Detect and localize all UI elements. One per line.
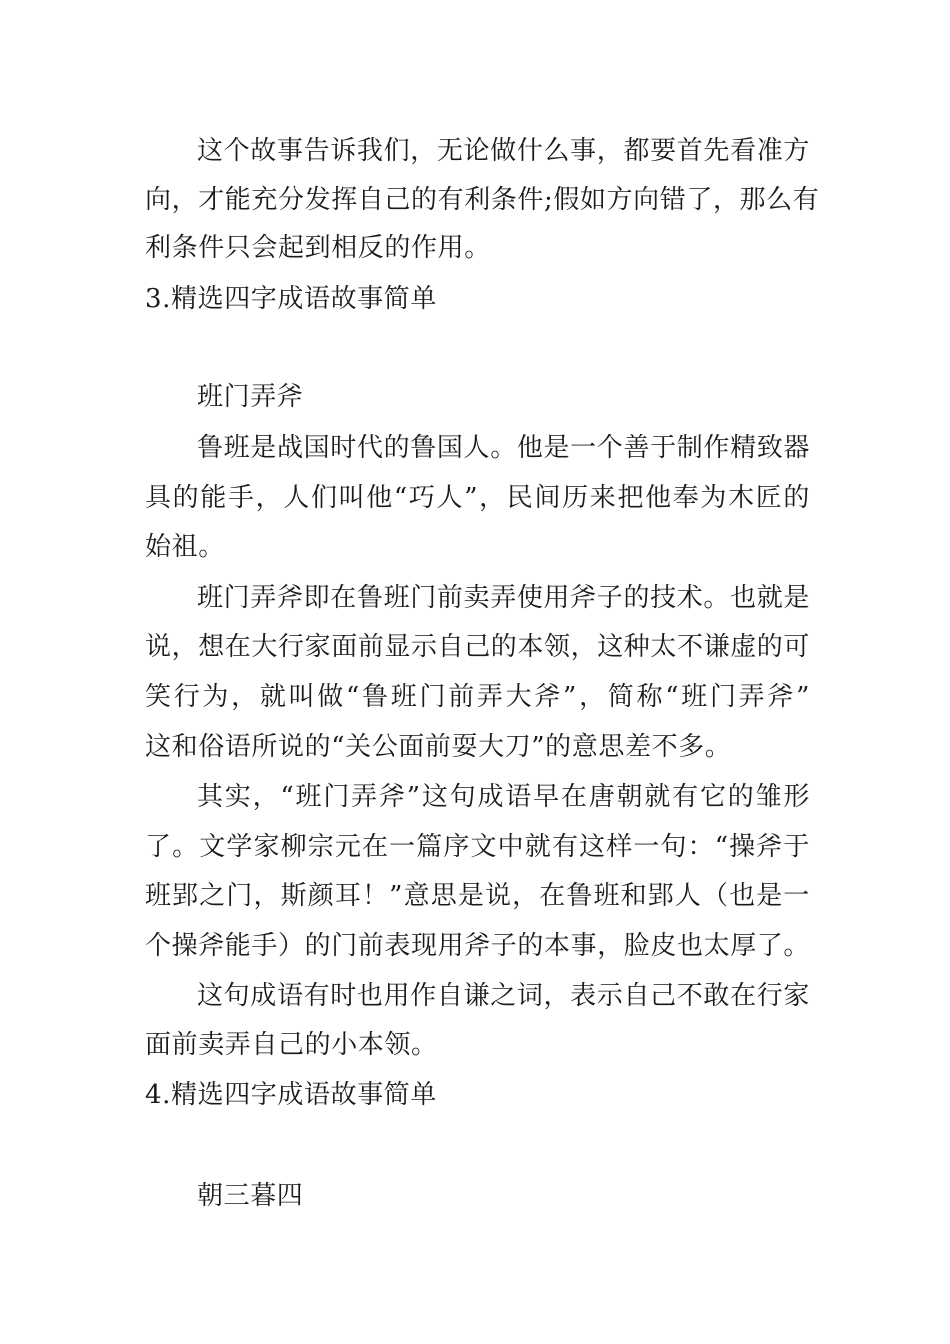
story-title: 班门弄斧 (197, 382, 304, 412)
paragraph-line: 了。文学家柳宗元在一篇序文中就有这样一句：“操斧于 (145, 832, 810, 862)
paragraph-line: 其实，“班门弄斧”这句成语早在唐朝就有它的雏形 (197, 782, 810, 812)
paragraph-line: 班郢之门，斯颜耳！”意思是说，在鲁班和郢人（也是一 (145, 881, 810, 911)
paragraph-line: 始祖。 (145, 532, 225, 562)
paragraph-line: 个操斧能手）的门前表现用斧子的本事，脸皮也太厚了。 (145, 931, 811, 961)
paragraph-line: 笑行为，就叫做“鲁班门前弄大斧”，简称“班门弄斧” (145, 682, 810, 712)
story-title: 朝三暮四 (197, 1181, 304, 1211)
section-heading: 3.精选四字成语故事简单 (145, 284, 438, 314)
paragraph-line: 利条件只会起到相反的作用。 (145, 233, 491, 263)
paragraph-line: 这个故事告诉我们，无论做什么事，都要首先看准方 (197, 136, 810, 166)
paragraph-line: 这和俗语所说的“关公面前耍大刀”的意思差不多。 (145, 732, 732, 762)
paragraph-line: 这句成语有时也用作自谦之词，表示自己不敢在行家 (197, 981, 810, 1011)
paragraph-line: 说，想在大行家面前显示自己的本领，这种太不谦虚的可 (145, 632, 811, 662)
paragraph-line: 鲁班是战国时代的鲁国人。他是一个善于制作精致器 (197, 433, 810, 463)
paragraph-line: 具的能手，人们叫他“巧人”，民间历来把他奉为木匠的 (145, 483, 810, 513)
paragraph-line: 面前卖弄自己的小本领。 (145, 1030, 438, 1060)
paragraph-line: 向，才能充分发挥自己的有利条件;假如方向错了，那么有 (145, 185, 820, 215)
paragraph-line: 班门弄斧即在鲁班门前卖弄使用斧子的技术。也就是 (197, 583, 810, 613)
section-heading: 4.精选四字成语故事简单 (145, 1080, 438, 1110)
